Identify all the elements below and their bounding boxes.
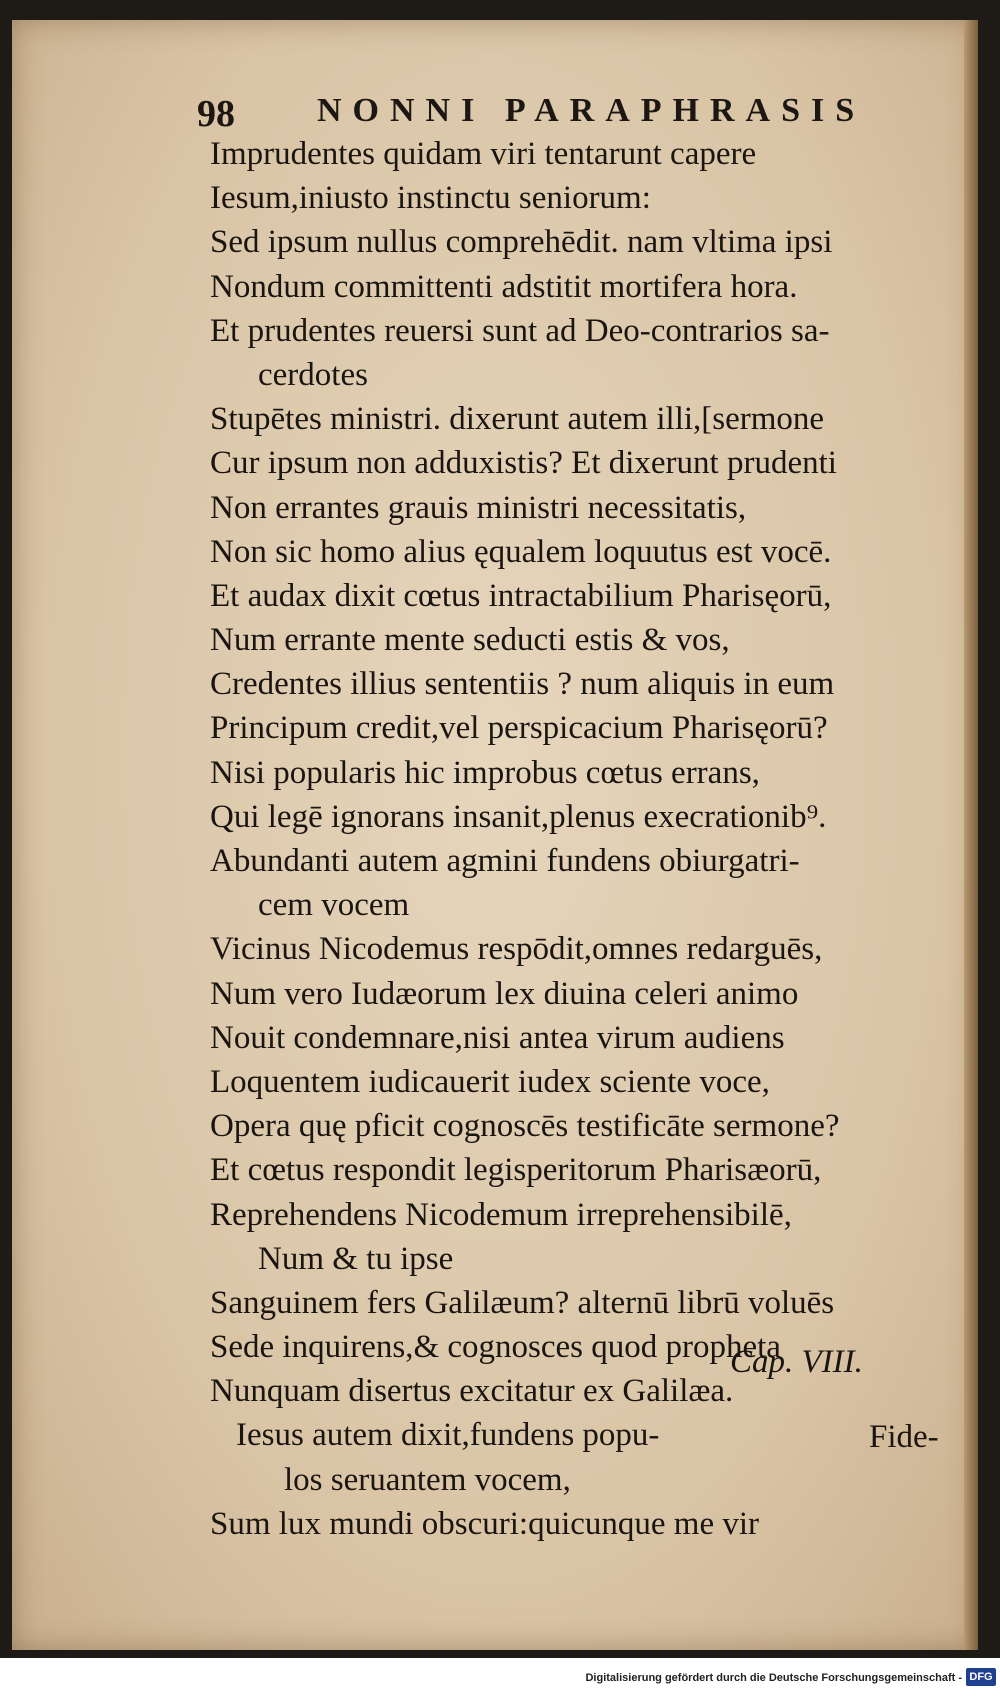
running-title: NONNI PARAPHRASIS <box>317 92 866 129</box>
text-line: Et prudentes reuersi sunt ad Deo-contrarios sa- <box>210 312 830 349</box>
text-line: Iesum,iniusto instinctu seniorum: <box>210 180 651 217</box>
text-line: Sede inquirens,& cognosces quod propheta <box>210 1329 781 1366</box>
text-line: Abundanti autem agmini fundens obiurgatri- <box>210 843 800 879</box>
digitization-footer <box>0 1658 1000 1698</box>
text-line: Sanguinem fers Galilæum? alternū librū voluēs <box>210 1284 835 1321</box>
text-line: Num errante mente seducti estis & vos, <box>210 622 730 659</box>
text-line: Non errantes grauis ministri necessitatis, <box>210 489 747 526</box>
chapter-margin-note: Cap. VIII. <box>730 1344 863 1380</box>
text-line-continuation: cem vocem <box>258 887 410 924</box>
text-line: Principum credit,vel perspicacium Pharisęorū? <box>210 710 828 747</box>
text-line: Et cœtus respondit legisperitorum Pharisæorū, <box>210 1152 822 1189</box>
text-line: Qui legē ignorans insanit,plenus execrationib⁹. <box>210 798 827 835</box>
text-line: Nisi popularis hic improbus cœtus errans, <box>210 754 760 791</box>
text-line: Non sic homo alius ęqualem loquutus est vocē. <box>210 533 832 570</box>
text-line-continuation: Num & tu ipse <box>258 1240 454 1277</box>
text-line: Et audax dixit cœtus intractabilium Pharisęorū, <box>210 577 832 614</box>
text-line-indented: Iesus autem dixit,fundens popu- <box>236 1417 660 1454</box>
text-line: Stupētes ministri. dixerunt autem illi,[sermone <box>210 401 825 438</box>
book-page <box>12 20 978 1650</box>
dfg-logo-icon: DFG <box>966 1668 996 1686</box>
text-line: Opera quę pficit cognoscēs testificāte sermone? <box>210 1108 840 1145</box>
text-line-continuation: cerdotes <box>258 356 368 393</box>
page-number: 98 <box>197 93 235 135</box>
page-spine-edge <box>964 20 978 1650</box>
text-line: Sed ipsum nullus comprehēdit. nam vltima ipsi <box>210 224 833 261</box>
text-line: Loquentem iudicauerit iudex sciente voce, <box>210 1063 770 1100</box>
text-line-continuation: los seruantem vocem, <box>284 1461 571 1498</box>
text-line: Cur ipsum non adduxistis? Et dixerunt prudenti <box>210 445 837 482</box>
text-line: Nouit condemnare,nisi antea virum audiens <box>210 1019 785 1056</box>
text-line: Vicinus Nicodemus respōdit,omnes redarguēs, <box>210 931 823 968</box>
text-line: Sum lux mundi obscuri:quicunque me vir <box>210 1505 760 1542</box>
footer-credit: Digitalisierung gefördert durch die Deutsche Forschungsgemeinschaft - <box>585 1672 962 1684</box>
catchword: Fide- <box>869 1419 939 1455</box>
text-line: Imprudentes quidam viri tentarunt capere <box>210 136 757 172</box>
text-line: Reprehendens Nicodemum irreprehensibilē, <box>210 1196 792 1233</box>
text-line: Credentes illius sententiis ? num aliquis in eum <box>210 666 835 703</box>
text-line: Nondum committenti adstitit mortifera hora. <box>210 268 798 305</box>
text-line: Nunquam disertus excitatur ex Galilæa. <box>210 1373 734 1410</box>
verse-text <box>210 132 950 1546</box>
text-line: Num vero Iudæorum lex diuina celeri animo <box>210 975 799 1012</box>
